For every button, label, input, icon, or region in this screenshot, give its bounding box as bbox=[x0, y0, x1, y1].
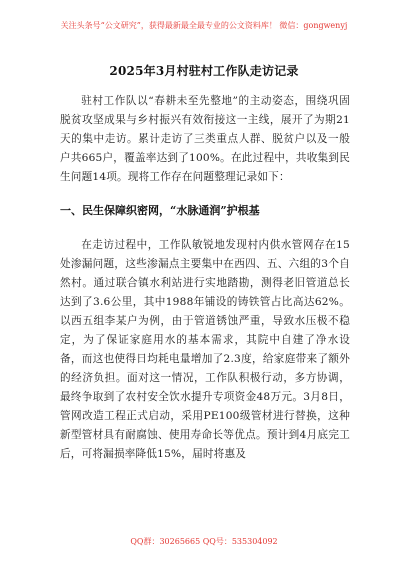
intro-paragraph: 驻村工作队以“春耕未至先整地”的主动姿态，围绕巩固脱贫攻坚成果与乡村振兴有效衔接这一主线，展开了为期21天的集中走访。累计走访了三类重点人群、脱贫户以及一般户共665户，覆盖率达到了100%。在此过程中，共收集到民生问题14项。现将工作存在问题整理记录如下： bbox=[60, 95, 350, 183]
document-title: 2025年3月村驻村工作队走访记录 bbox=[109, 64, 299, 78]
document-body bbox=[60, 92, 350, 464]
section-heading: 一、民生保障织密网，“水脉通润”护根基 bbox=[60, 204, 260, 217]
footer-contact: QQ群：30265665 QQ号：535304092 bbox=[130, 537, 278, 546]
section-paragraph: 在走访过程中，工作队敏锐地发现村内供水管网存在15处渗漏问题，这些渗漏点主要集中在西四、五、六组的3个自然村。通过联合镇水利站进行实地踏勘，测得老旧管道总长达到了3.6公里，其中1988年铺设的铸铁管占比高达62%。以西五组李某户为例，由于管道锈蚀严重，导致水压极不稳定，为了保证家庭用水的基本需求，其院中自建了净水设备，而这也使得日均耗电量增加了2.3度，给家庭带来了额外的经济负担。面对这一情况，工作队积极行动，多方协调，最终争取到了农村安全饮水提升专项资金48万元。3月8日，管网改造工程正式启动，采用PE100级管材进行替换，这种新型管材具有耐腐蚀、使用寿命长等优点。预计到4月底完工后，可将漏损率降低15%，届时将惠及 bbox=[60, 239, 350, 460]
top-banner: 关注头条号“公文研究”，获得最新最全最专业的公文资料库！ 微信：gongwenyj bbox=[60, 21, 348, 30]
